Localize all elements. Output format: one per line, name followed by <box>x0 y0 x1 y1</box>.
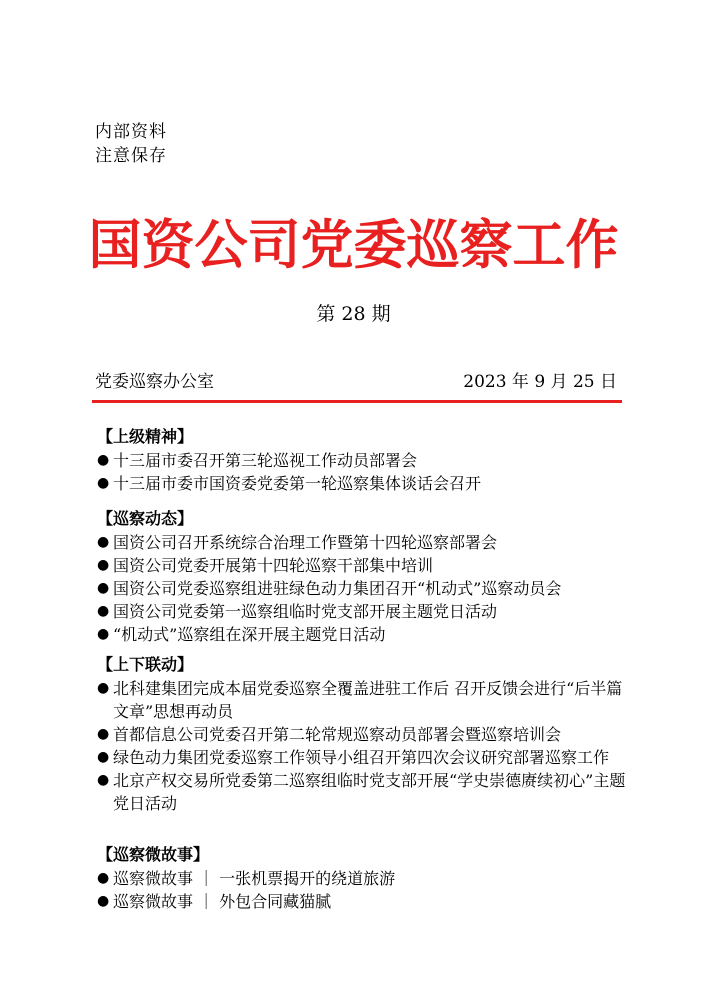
bullet-icon: ● <box>97 534 110 550</box>
section-higher-spirit <box>97 426 627 495</box>
list-item-text: 北科建集团完成本届党委巡察全覆盖进驻工作后 召开反馈会进行“后半篇文章”思想再动员 <box>113 679 623 721</box>
publication-title: 国资公司党委巡察工作 <box>88 214 619 276</box>
list-item-text: 国资公司党委巡察组进驻绿色动力集团召开“机动式”巡察动员会 <box>113 579 562 598</box>
list-item-text: 首都信息公司党委召开第二轮常规巡察动员部署会暨巡察培训会 <box>113 725 562 744</box>
list-item <box>97 677 627 723</box>
list-item <box>97 890 627 913</box>
list-item <box>97 769 627 815</box>
bullet-icon: ● <box>97 626 110 642</box>
list-item <box>97 746 627 769</box>
section-heading: 【巡察微故事】 <box>97 845 210 864</box>
section-heading: 【上级精神】 <box>97 427 194 446</box>
red-divider-rule <box>92 400 622 403</box>
bullet-icon: ● <box>97 603 110 619</box>
bullet-icon: ● <box>97 557 110 573</box>
section-heading: 【巡察动态】 <box>97 509 194 528</box>
list-item <box>97 577 627 600</box>
list-item-text: 巡察微故事 ｜ 外包合同藏猫腻 <box>113 892 332 911</box>
list-item-text: “机动式”巡察组在深开展主题党日活动 <box>113 625 386 644</box>
list-item <box>97 600 627 623</box>
list-item <box>97 449 627 472</box>
list-item <box>97 623 627 646</box>
issuing-office: 党委巡察办公室 <box>95 372 214 392</box>
bullet-icon: ● <box>97 452 110 468</box>
list-item-text: 北京产权交易所党委第二巡察组临时党支部开展“学史崇德赓续初心”主题党日活动 <box>113 771 626 813</box>
section-linkage <box>97 654 627 815</box>
bullet-icon: ● <box>97 772 110 788</box>
list-item <box>97 472 627 495</box>
issue-date: 2023 年 9 月 25 日 <box>463 372 617 392</box>
bullet-icon: ● <box>97 893 110 909</box>
list-item-text: 国资公司召开系统综合治理工作暨第十四轮巡察部署会 <box>113 533 498 552</box>
bullet-icon: ● <box>97 726 110 742</box>
section-inspection-news <box>97 508 627 646</box>
list-item <box>97 723 627 746</box>
list-item <box>97 554 627 577</box>
list-item-text: 绿色动力集团党委巡察工作领导小组召开第四次会议研究部署巡察工作 <box>113 748 610 767</box>
list-item-text: 十三届市委召开第三轮巡视工作动员部署会 <box>113 451 418 470</box>
list-item <box>97 867 627 890</box>
list-item-text: 十三届市委市国资委党委第一轮巡察集体谈话会召开 <box>113 474 482 493</box>
keep-safe-note: 注意保存 <box>95 146 167 166</box>
issue-number: 第 28 期 <box>316 303 391 325</box>
bullet-icon: ● <box>97 680 110 696</box>
list-item <box>97 531 627 554</box>
internal-material-note: 内部资料 <box>95 122 167 142</box>
list-item-text: 国资公司党委开展第十四轮巡察干部集中培训 <box>113 556 434 575</box>
list-item-text: 巡察微故事 ｜ 一张机票揭开的绕道旅游 <box>113 869 396 888</box>
bullet-icon: ● <box>97 749 110 765</box>
bullet-icon: ● <box>97 475 110 491</box>
bullet-icon: ● <box>97 580 110 596</box>
section-micro-stories <box>97 844 627 913</box>
bullet-icon: ● <box>97 870 110 886</box>
section-heading: 【上下联动】 <box>97 655 194 674</box>
list-item-text: 国资公司党委第一巡察组临时党支部开展主题党日活动 <box>113 602 498 621</box>
